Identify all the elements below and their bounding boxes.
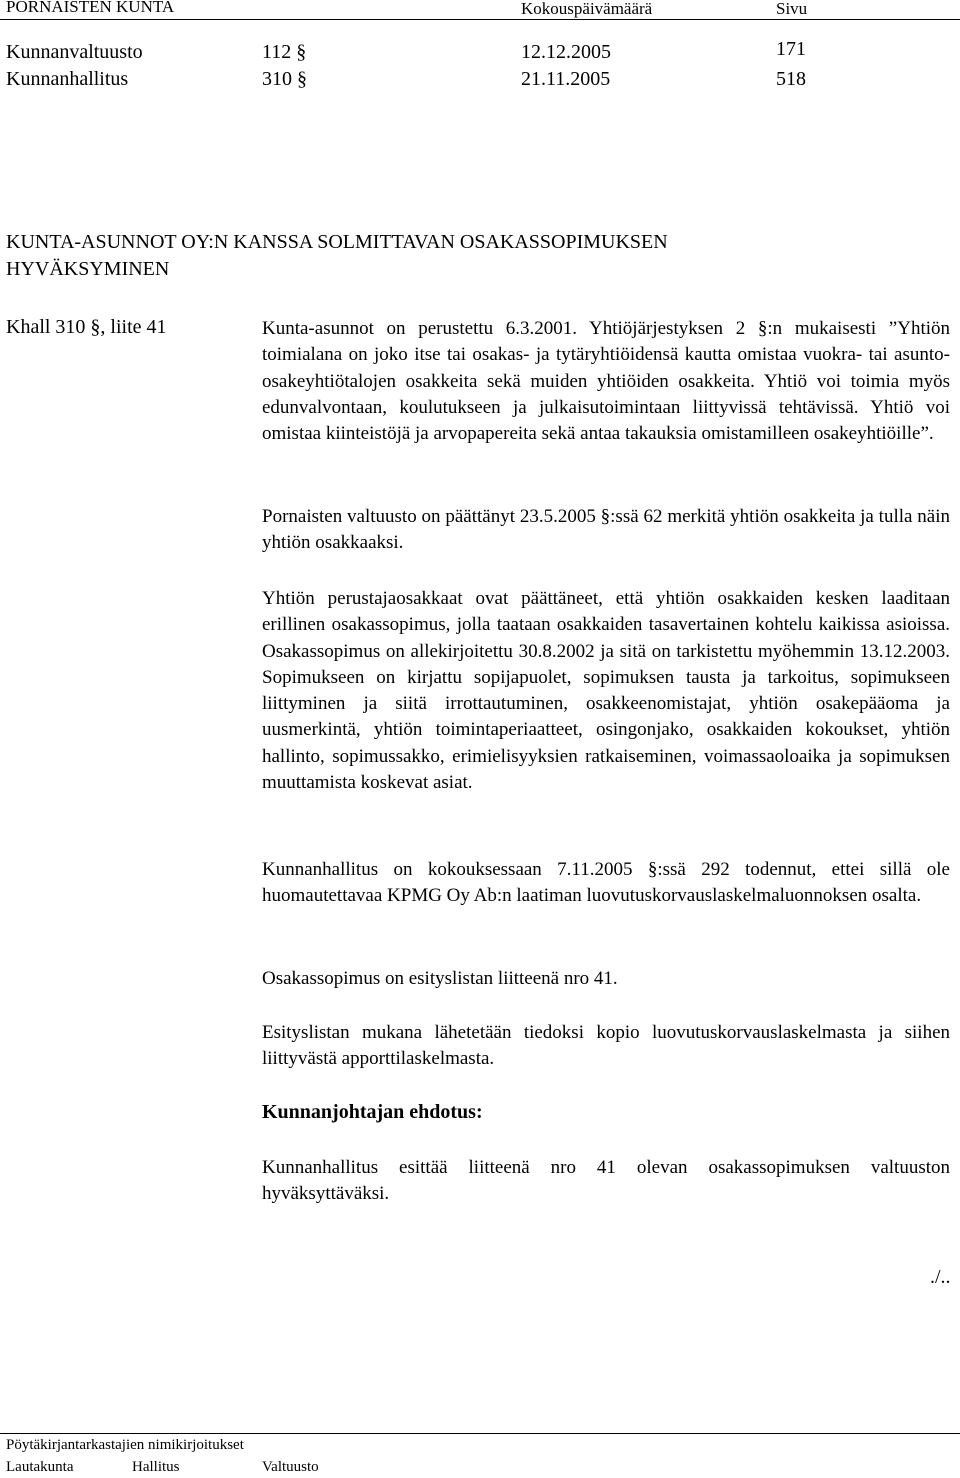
paragraph-3 xyxy=(262,586,950,796)
meeting-body: Kunnanhallitus xyxy=(6,68,129,90)
footer-column-board: Lautakunta xyxy=(6,1459,74,1475)
reference-label: Khall 310 §, liite 41 xyxy=(6,316,167,338)
footer-rule xyxy=(0,1433,960,1434)
footer-column-council: Valtuusto xyxy=(262,1459,319,1475)
proposal-text xyxy=(262,1155,950,1208)
paragraph-text: Kunta-asunnot on perustettu 6.3.2001. Yhtiöjärjestyksen 2 §:n mukaisesti ”Yhtiön toimialana on joko itse tai osakas- ja tytäryhtiöidensä kautta omistaa vuokra- tai asunto-osakeyhtiötalojen osakkeita sekä muiden yhtiöiden osakkeita. Yhtiö voi toimia myös edunvalvontaan, koulutukseen ja julkaisutoimintaan liittyvissä tehtävissä. Yhtiö voi omistaa kiinteistöjä ja arvopapereita sekä antaa takauksia omistamilleen osakeyhtiöille”. xyxy=(262,318,950,445)
paragraph-text: Esityslistan mukana lähetetään tiedoksi kopio luovutuskorvauslaskelmasta ja siihen liittyvästä apporttilaskelmasta. xyxy=(262,1022,950,1070)
paragraph-text: Yhtiön perustajaosakkaat ovat päättäneet, että yhtiön osakkaiden kesken laaditaan erillinen osakassopimus, jolla taataan osakkaiden tasavertainen kohtelu kaikissa asioissa. Osakassopimus on allekirjoitettu 30.8.2002 ja sitä on tarkistettu myöhemmin 13.12.2003. Sopimukseen on kirjattu sopijapuolet, sopimuksen tausta ja tarkoitus, sopimukseen liittyminen ja siitä irrottautuminen, osakkeenomistajat, yhtiön osakepääoma ja uusmerkintä, yhtiön toimintaperiaatteet, osingonjako, osakkaiden kokoukset, yhtiön hallinto, sopimussakko, erimielisyyksien ratkaiseminen, voimassaoloaika ja sopimuksen muuttamista koskevat asiat. xyxy=(262,588,950,794)
paragraph-text: Kunnanhallitus esittää liitteenä nro 41 olevan osakassopimuksen valtuuston hyväksyttäväksi. xyxy=(262,1157,950,1205)
meeting-section: 310 § xyxy=(262,68,307,90)
meeting-page: 171 xyxy=(776,38,806,60)
meeting-page: 518 xyxy=(776,68,806,90)
header-rule xyxy=(0,19,960,20)
meeting-date: 12.12.2005 xyxy=(521,41,611,63)
paragraph-5 xyxy=(262,966,950,992)
paragraph-text: Kunnanhallitus on kokouksessaan 7.11.2005 §:ssä 292 todennut, ettei sillä ole huomautettavaa KPMG Oy Ab:n laatiman luovutuskorvauslaskelmaluonnoksen osalta. xyxy=(262,859,950,907)
page-label: Sivu xyxy=(776,0,808,18)
paragraph-2 xyxy=(262,504,950,557)
signature-caption: Pöytäkirjantarkastajien nimikirjoitukset xyxy=(6,1437,244,1453)
paragraph-1 xyxy=(262,316,950,447)
meeting-date: 21.11.2005 xyxy=(521,68,611,90)
document-title-line-1: KUNTA-ASUNNOT OY:N KANSSA SOLMITTAVAN OSAKASSOPIMUKSEN xyxy=(6,231,668,253)
meeting-body: Kunnanvaltuusto xyxy=(6,41,143,63)
municipality-name: PORNAISTEN KUNTA xyxy=(6,0,175,16)
document-title-line-2: HYVÄKSYMINEN xyxy=(6,258,170,280)
paragraph-6 xyxy=(262,1020,950,1073)
paragraph-4 xyxy=(262,857,950,910)
meeting-section: 112 § xyxy=(262,41,307,63)
paragraph-text: Osakassopimus on esityslistan liitteenä nro 41. xyxy=(262,968,618,989)
proposal-heading: Kunnanjohtajan ehdotus: xyxy=(262,1101,483,1123)
continuation-marker: ./.. xyxy=(930,1266,951,1288)
footer-column-government: Hallitus xyxy=(132,1459,180,1475)
meeting-date-label: Kokouspäivämäärä xyxy=(521,0,653,18)
paragraph-text: Pornaisten valtuusto on päättänyt 23.5.2005 §:ssä 62 merkitä yhtiön osakkeita ja tulla näin yhtiön osakkaaksi. xyxy=(262,506,950,554)
